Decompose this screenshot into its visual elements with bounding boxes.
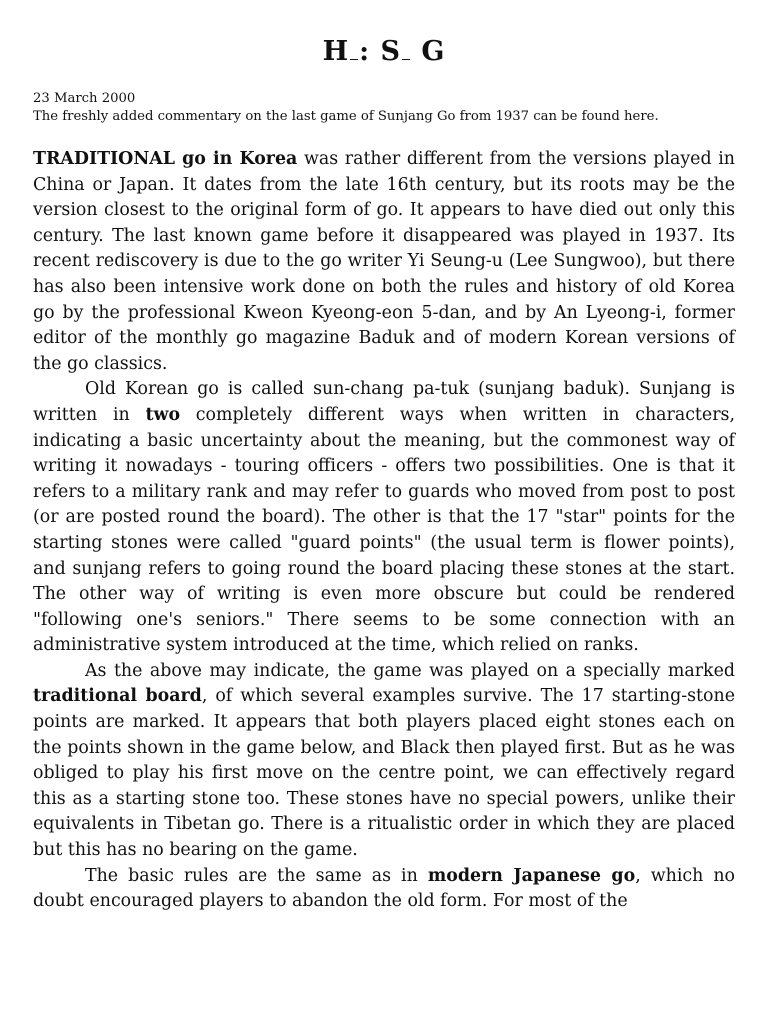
- two-ways-link[interactable]: two: [145, 404, 181, 425]
- paragraph-4-text-a: The basic rules are the same as in: [85, 865, 428, 886]
- paragraph-2-text-a: Old Korean go is called sun-chang pa-tuk (sunjang baduk). Sunjang is written in: [33, 379, 735, 425]
- title-separator: [402, 59, 410, 60]
- modern-japanese-go-link[interactable]: modern Japanese go: [427, 865, 636, 886]
- paragraph-3-text-a: As the above may indicate, the game was played on a specially marked: [85, 660, 735, 681]
- title-part-1: H: [322, 36, 350, 67]
- paragraph-2: [33, 377, 735, 659]
- paragraph-3-text-b: , of which several examples survive. The 17 starting-stone points are marked. It appears that both players placed eight stones each on the points shown in the game below, and Black then played first. But as he was obliged to play his first move on the centre point, we can effectively regard this as a starting stone too. These stones have no special powers, unlike their equivalents in Tibetan go. There is a ritualistic order in which they are placed but this has no bearing on the game.: [33, 686, 735, 861]
- paragraph-1: [33, 147, 735, 377]
- paragraph-1-text: was rather different from the versions played in China or Japan. It dates from the late 16th century, but its roots may be the version closest to the original form of go. It appears to have died out only this century. The last known game before it disappeared was played in 1937. Its recent rediscovery is due to the go writer Yi Seung-u (Lee Sungwoo), but there has also been intensive work done on both the rules and history of old Korea go by the professional Kweon Kyeong-eon 5-dan, and by An Lyeong-i, former editor of the monthly go magazine Baduk and of modern Korean versions of the go classics.: [33, 149, 735, 374]
- paragraph-2-text-b: completely different ways when written in characters, indicating a basic uncertainty about the meaning, but the commonest way of writing it nowadays - touring officers - offers two possibilities. One is that it refers to a military rank and may refer to guards who moved from post to post (or are posted round the board). The other is that the 17 "star" points for the starting stones were called "guard points" (the usual term is flower points), and sunjang refers to going round the board placing these stones at the start. The other way of writing is even more obscure but could be rendered "following one's seniors." There seems to be some connection with an administrative system introduced at the time, which relied on ranks.: [33, 404, 735, 656]
- news-block: [33, 90, 735, 126]
- intro-link[interactable]: TRADITIONAL go in Korea: [33, 149, 298, 169]
- title-part-2: : S: [359, 36, 401, 67]
- title-separator: [350, 59, 358, 60]
- paragraph-3: [33, 659, 735, 864]
- paragraph-4: [33, 864, 735, 915]
- page-title: [33, 36, 735, 67]
- paragraph-4-text-b: , which no doubt encouraged players to abandon the old form. For most of the: [33, 865, 736, 912]
- traditional-board-link[interactable]: traditional board: [33, 686, 202, 707]
- news-link[interactable]: The freshly added commentary on the last game of Sunjang Go from 1937 can be found here.: [33, 109, 659, 124]
- news-date: 23 March 2000: [33, 91, 136, 106]
- title-part-3: G: [421, 36, 446, 67]
- article-body: [33, 147, 735, 915]
